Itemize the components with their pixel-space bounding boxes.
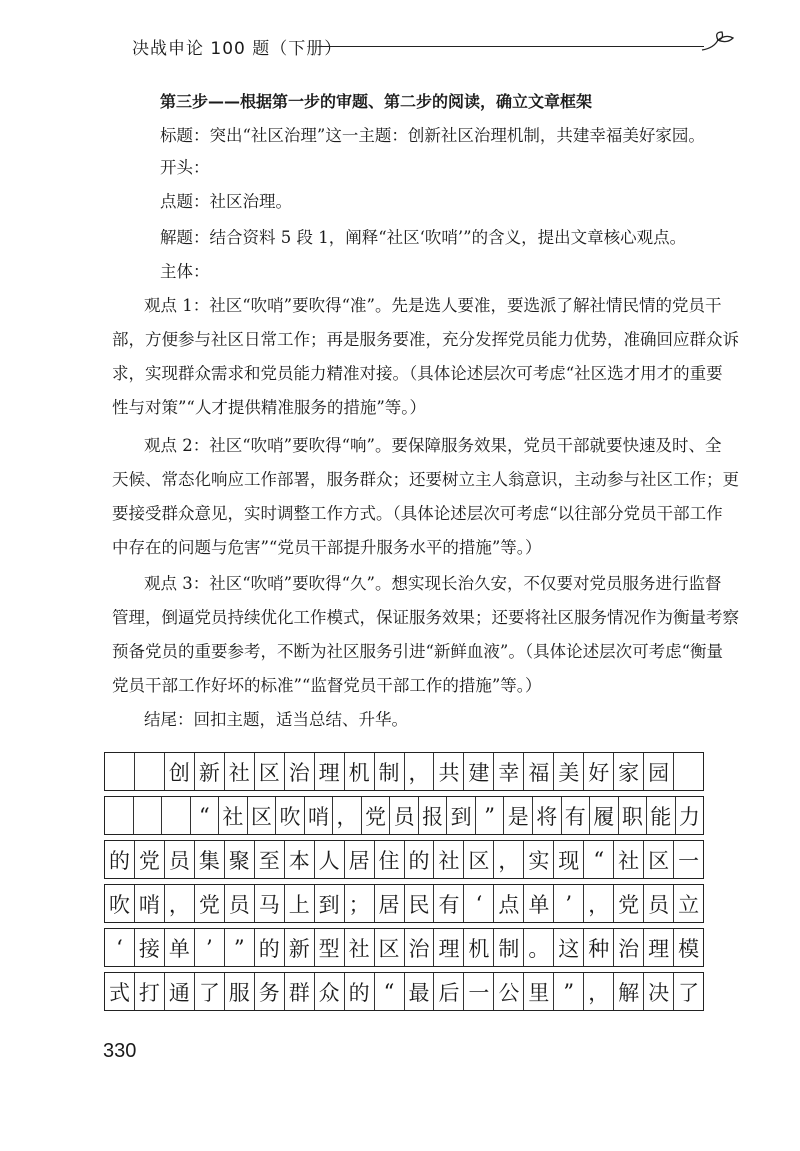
grid-cell: 理 (434, 929, 464, 966)
grid-cell: 制 (494, 929, 524, 966)
grid-cell: 机 (464, 929, 494, 966)
grid-cell: 众 (315, 973, 345, 1010)
grid-cell: 实 (524, 841, 554, 878)
grid-cell: 至 (255, 841, 285, 878)
grid-cell: 员 (644, 885, 674, 922)
grid-cell: 解 (614, 973, 644, 1010)
grid-cell: 社 (614, 841, 644, 878)
grid-cell: ” (554, 973, 584, 1010)
grid-cell: ” (476, 797, 505, 834)
grid-cell: 的 (345, 973, 375, 1010)
grid-cell: 社 (345, 929, 375, 966)
book-title: 决战申论 100 题（下册） (132, 39, 343, 59)
grid-cell: 创 (165, 753, 195, 790)
grid-cell: 本 (285, 841, 315, 878)
grid-cell: 好 (584, 753, 614, 790)
grid-cell: 治 (285, 753, 315, 790)
grid-cell: 最 (405, 973, 435, 1010)
grid-cell: 马 (255, 885, 285, 922)
grid-cell: 一 (464, 973, 494, 1010)
grid-cell: 型 (315, 929, 345, 966)
header-rule (318, 46, 704, 47)
grid-cell: 区 (464, 841, 494, 878)
grid-cell: 后 (434, 973, 464, 1010)
grid-cell: 聚 (225, 841, 255, 878)
page-number: 330 (103, 1040, 137, 1062)
view1-line: 部，方便参与社区日常工作；再是服务要准，充分发挥党员能力优势，准确回应群众诉 (112, 330, 739, 349)
grid-cell: 了 (195, 973, 225, 1010)
body-label: 主体： (160, 262, 210, 281)
grid-row (104, 972, 704, 1011)
grid-cell: 制 (375, 753, 405, 790)
grid-cell: 是 (504, 797, 533, 834)
grid-cell (135, 753, 165, 790)
grid-cell (674, 753, 703, 790)
grid-cell: 决 (644, 973, 674, 1010)
grid-cell: 社 (434, 841, 464, 878)
grid-cell: 集 (195, 841, 225, 878)
opening-label: 开头： (160, 158, 210, 177)
grid-cell: 服 (225, 973, 255, 1010)
grid-row (104, 752, 704, 791)
grid-cell: 党 (195, 885, 225, 922)
grid-cell: 区 (255, 753, 285, 790)
grid-cell: 式 (105, 973, 135, 1010)
grid-cell: 通 (165, 973, 195, 1010)
grid-cell: 新 (285, 929, 315, 966)
grid-cell: 接 (135, 929, 165, 966)
grid-cell: 力 (678, 804, 700, 829)
step-heading: 第三步——根据第一步的审题、第二步的阅读，确立文章框架 (160, 92, 593, 111)
grid-cell: 报 (419, 797, 448, 834)
grid-cell: 理 (315, 753, 345, 790)
grid-cell: ， (584, 973, 614, 1010)
grid-cell: ” (225, 929, 255, 966)
view3-line: 管理，倒逼党员持续优化工作模式，保证服务效果；还要将社区服务情况作为衡量考察 (112, 608, 739, 627)
grid-cell: 有 (562, 797, 591, 834)
grid-cell: 区 (644, 841, 674, 878)
grid-cell: 居 (375, 885, 405, 922)
grid-cell: 到 (315, 885, 345, 922)
grid-cell: ‘ (105, 929, 135, 966)
grid-cell (105, 797, 134, 834)
grid-cell: 建 (464, 753, 494, 790)
grid-cell: 能 (647, 797, 676, 834)
grid-cell: 哨 (135, 885, 165, 922)
grid-cell: 。 (524, 929, 554, 966)
grid-cell: 点 (494, 885, 524, 922)
grid-cell: ‘ (464, 885, 494, 922)
grid-cell: 有 (434, 885, 464, 922)
grid-cell: ， (494, 841, 524, 878)
grid-cell: 住 (375, 841, 405, 878)
grid-cell: 社 (219, 797, 248, 834)
grid-cell: 美 (554, 753, 584, 790)
grid-cell: 民 (405, 885, 435, 922)
grid-cell: 一 (678, 848, 700, 873)
grid-cell: 种 (584, 929, 614, 966)
grid-cell: 这 (554, 929, 584, 966)
grid-cell: 党 (362, 797, 391, 834)
grid-cell: 的 (405, 841, 435, 878)
grid-cell: 党 (135, 841, 165, 878)
grid-row (104, 796, 704, 835)
grid-cell: 机 (345, 753, 375, 790)
grid-cell: 园 (644, 753, 674, 790)
grid-cell: 新 (195, 753, 225, 790)
grid-row (104, 928, 704, 967)
grid-cell: “ (191, 797, 220, 834)
grid-cell (162, 797, 191, 834)
view2-line: 中存在的问题与危害”“党员干部提升服务水平的措施”等。） (112, 538, 542, 557)
grid-cell: 治 (614, 929, 644, 966)
grid-cell: 群 (285, 973, 315, 1010)
grid-cell: 员 (225, 885, 255, 922)
grid-cell: ， (333, 797, 362, 834)
grid-cell: ， (165, 885, 195, 922)
point-title-line: 点题：社区治理。 (160, 192, 292, 211)
title-line: 标题：突出“社区治理”这一主题：创新社区治理机制，共建幸福美好家园。 (160, 126, 705, 145)
grid-cell: 吹 (105, 885, 135, 922)
grid-cell (105, 753, 135, 790)
grid-cell: ； (345, 885, 375, 922)
grid-cell (134, 797, 163, 834)
view1-line: 性与对策”“人才提供精准服务的措施”等。） (112, 398, 427, 417)
grid-cell: 党 (614, 885, 644, 922)
grid-cell: 福 (524, 753, 554, 790)
grid-cell: 员 (165, 841, 195, 878)
grid-cell: 治 (405, 929, 435, 966)
grid-cell: 的 (105, 841, 135, 878)
grid-cell: 幸 (494, 753, 524, 790)
grid-cell: 职 (619, 797, 648, 834)
grid-row (104, 884, 704, 923)
grid-cell: 社 (225, 753, 255, 790)
grid-cell: 将 (533, 797, 562, 834)
grid-cell: 共 (434, 753, 464, 790)
grid-cell: 哨 (305, 797, 334, 834)
grid-cell: 公 (494, 973, 524, 1010)
grid-cell: 上 (285, 885, 315, 922)
grid-cell: 区 (248, 797, 277, 834)
grid-cell: 员 (390, 797, 419, 834)
view2-line: 观点 2：社区“吹哨”要吹得“响”。要保障服务效果，党员干部就要快速及时、全 (144, 436, 722, 455)
view3-line: 党员干部工作好坏的标准”“监督党员干部工作的措施”等。） (112, 676, 542, 695)
grid-cell: 单 (165, 929, 195, 966)
grid-cell: “ (375, 973, 405, 1010)
grid-cell: ， (405, 753, 435, 790)
grid-cell: 居 (345, 841, 375, 878)
grid-cell: 单 (524, 885, 554, 922)
grid-cell: 理 (644, 929, 674, 966)
grid-cell: 立 (678, 892, 700, 917)
grid-cell: 模 (678, 936, 700, 961)
grid-cell: 人 (315, 841, 345, 878)
grid-cell: “ (584, 841, 614, 878)
ending-line: 结尾：回扣主题，适当总结、升华。 (144, 710, 408, 729)
grid-cell: 了 (678, 980, 700, 1005)
grid-cell: 务 (255, 973, 285, 1010)
view2-line: 天候、常态化响应工作部署，服务群众；还要树立主人翁意识，主动参与社区工作；更 (112, 470, 739, 489)
grid-cell: 吹 (276, 797, 305, 834)
view1-line: 求，实现群众需求和党员能力精准对接。（具体论述层次可考虑“社区选才用才的重要 (112, 364, 723, 383)
view2-line: 要接受群众意见，实时调整工作方式。（具体论述层次可考虑“以往部分党员干部工作 (112, 504, 723, 523)
grid-cell: 履 (590, 797, 619, 834)
grid-cell: ’ (554, 885, 584, 922)
grid-cell: 到 (447, 797, 476, 834)
view3-line: 预备党员的重要参考，不断为社区服务引进“新鲜血液”。（具体论述层次可考虑“衡量 (112, 642, 724, 661)
grid-cell: ’ (195, 929, 225, 966)
grid-cell: 里 (524, 973, 554, 1010)
grid-cell: 家 (614, 753, 644, 790)
explain-line: 解题：结合资料 5 段 1，阐释“社区‘吹哨’”的含义，提出文章核心观点。 (160, 228, 687, 247)
grid-cell: 的 (255, 929, 285, 966)
grid-cell: 现 (554, 841, 584, 878)
grid-row (104, 840, 704, 879)
grid-cell: 打 (135, 973, 165, 1010)
grid-cell: 区 (375, 929, 405, 966)
leaf-icon (700, 30, 736, 54)
grid-cell: ， (584, 885, 614, 922)
view1-line: 观点 1：社区“吹哨”要吹得“准”。先是选人要准，要选派了解社情民情的党员干 (144, 296, 722, 315)
view3-line: 观点 3：社区“吹哨”要吹得“久”。想实现长治久安，不仅要对党员服务进行监督 (144, 574, 722, 593)
